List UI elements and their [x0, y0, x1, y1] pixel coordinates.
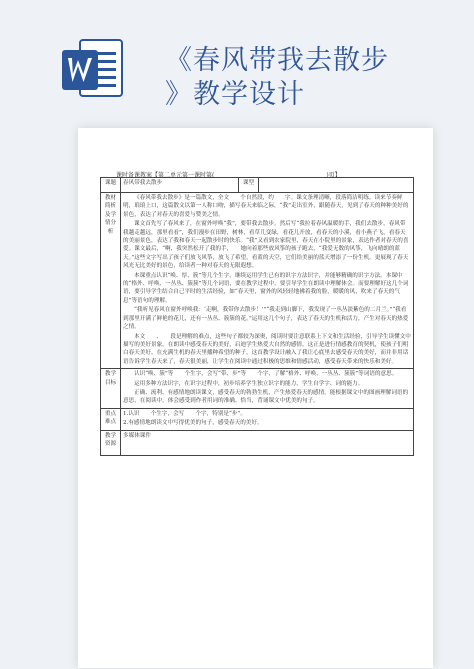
label-resources: 教学资源 [101, 430, 121, 455]
label-goals: 教学目标 [101, 369, 121, 409]
lesson-type-value [259, 178, 414, 193]
lesson-title: 春风带我去散步 [121, 178, 239, 193]
label-analysis: 教材简析及学情分析 [101, 193, 121, 369]
goals-content [121, 369, 414, 409]
key-point-item: 1.认识 个生字，会写 个字，特别是“步”。 [123, 410, 246, 417]
row-resources [101, 430, 414, 455]
key-point-item: 2.有感情地朗读文中写得优美的句子，感受春天的美好。 [123, 420, 263, 427]
row-analysis [101, 193, 414, 369]
title-line-2: 》教学设计 [165, 79, 305, 110]
banner [0, 0, 474, 110]
analysis-paragraph: 本课重点认识“唤、厚、簇”等几个生字，继续运用学生已有的识字方法识字，并能够精确的识字方法。本课中的“格外、呼唤、一丛丛、簇簇”等几个词语，要在教学过程中，要引导学生在朗读中理解体会。而要理解好这几个词语，要引导学生结合自己平时的生活经验，如“春天里，窗外的风轻轻地拂着我的脸，暖暖的风，吹来了春天的气息”等语句的理解。 [123, 272, 409, 304]
goal-paragraph: 正确、流利、有感情地朗读课文，感受春天的勃勃生机，产生热爱春天的感情。能根据课文中的图画理解词语的意思，在阅读中，体会感受到作者用词的准确、恰当，背诵课文中优美的句子。 [123, 389, 409, 405]
analysis-content [121, 193, 414, 369]
header-left: 课时备课教案【第二单元第一课时第( [116, 172, 215, 179]
title-line-1: 《春风带我去散步 [165, 45, 389, 76]
row-topic [101, 178, 414, 193]
lesson-plan-table [100, 177, 414, 456]
goal-paragraph: 认识“唤、簇”等 个生字，会写“带、步”等 个字，了解“格外、呼唤、一丛丛、簇簇”等词语的意思。 [134, 371, 398, 378]
analysis-paragraph: “我听见春风在窗外呼唤我：‘走啊，我带你去散步！’”“我走到山脚下，我发现了一丛丛淡紫色的二月兰。”“我看到那里开满了鲜艳的花儿，还有一丛丛、簇簇的花。”运用这几个句子，表达了春天的生机和活力，产生对春天的热爱之情。 [123, 307, 409, 331]
goal-paragraph: 运用多种方法识字，在识字过程中，初步培养学生独立识字的能力，学生自学字、词的能力。 [134, 380, 364, 387]
document-page [78, 128, 433, 668]
resources-content [121, 430, 414, 455]
word-doc-icon [60, 36, 126, 102]
analysis-paragraph: 本文 、 段是理解的难点，这些句子都较为深奥，阅读时要注意联系上下文和生活经验，引导学生读懂文中描写的美好景象，在朗读中感受春天的美好，启迪学生热爱大自然的感情。这正是进行情感教育的契机，使孩子们明白春天美好。在充满生机的春天里播种希望的种子，这首教学设计融入了我让心底里去感受春天的美好，而并非用话语告诉学生春天来了，春天很美丽，让学生在阅读中通过积极的思维和情感活动，感受春天带来的快乐和美好。 [123, 333, 411, 365]
label-type: 课型 [239, 178, 259, 193]
analysis-paragraph: 课文首先写了春风来了，在窗外呼唤“我”，要带我去散步。然后写“我拉着春风温暖的手，我们去散步，春风带我越走越远，那里看看”，我们漫步在田野，树林，看草儿变绿，看花儿开放，看春天的小溪，看小燕子飞，看春天的美丽景色，表达了我和春天一起散步时的快乐。“我”又看到农家院里，春天在小院里的景象，表达作者对春天的喜爱。课文最后，“啊，我突然松开了我的手， 她向着那些放风筝的孩子跑去，“我爱无数的风筝，飞向晴朗的蓝天。”这些文字写出了孩子们放飞风筝，放飞了希望，看蓝的天空，它们给美丽的蓝天增添了一份生机。更展现了春天风光无比美好的景色，给读者一种对春天的无限遐想。 [123, 221, 409, 270]
resources-text: 多媒体课件 [123, 432, 151, 439]
row-key-points [101, 408, 414, 430]
label-key-points: 重点难点 [101, 408, 121, 430]
header-right: )页】 [326, 172, 341, 179]
analysis-paragraph: 《春风带我去散步》是一篇散文，全文 个自然段，约 字。课文条理清晰，段落简洁明练。读来节奏鲜明，琅琅上口，这篇散文以第一人称口吻，描写春天来临之际，“我”走出室外，跟随春天，见到了春天的种种美好的景色，表达了对春天的喜爱与赞美之情。 [123, 195, 409, 218]
key-points-content [121, 408, 414, 430]
row-goals [101, 369, 414, 409]
label-topic: 课题 [101, 178, 121, 193]
